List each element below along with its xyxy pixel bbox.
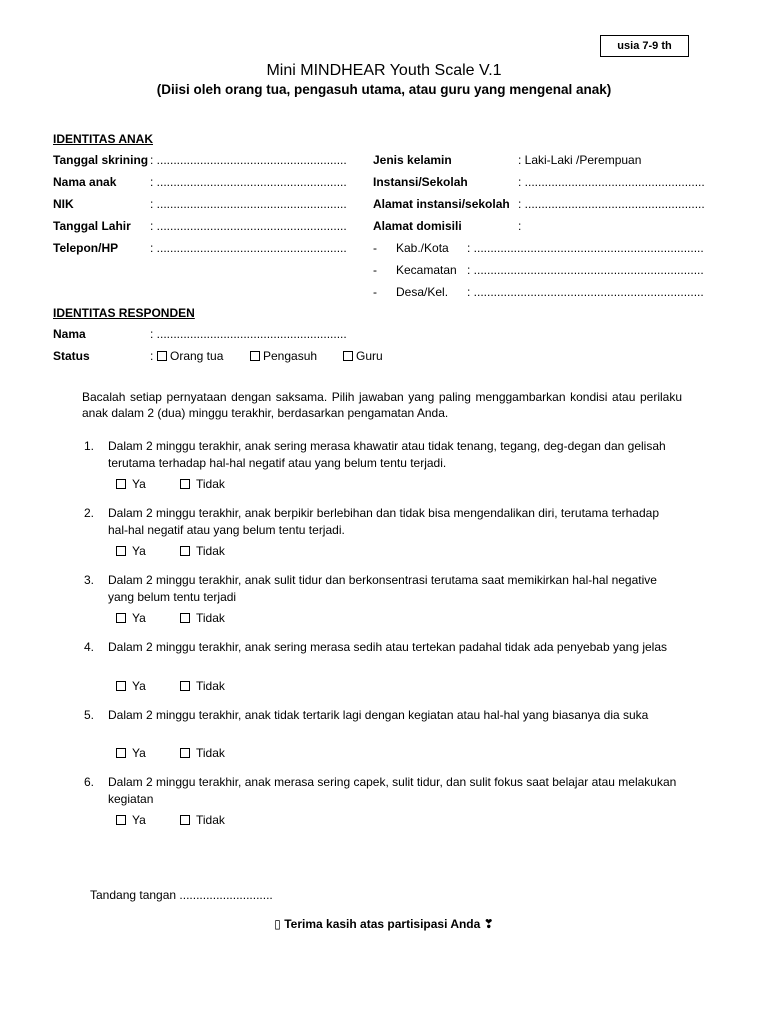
gender-field[interactable]	[373, 153, 718, 169]
option-label: Ya	[132, 611, 146, 625]
field-label: Desa/Kel.	[396, 285, 449, 299]
thank-you-note: ▯ Terima kasih atas partisipasi Anda ❣	[274, 917, 494, 931]
field-label: Kab./Kota	[396, 241, 449, 255]
checkbox-icon[interactable]	[116, 815, 126, 825]
checkbox-icon[interactable]	[116, 479, 126, 489]
answer-options	[116, 544, 316, 558]
answer-no[interactable]	[180, 813, 225, 827]
checkbox-icon[interactable]	[157, 351, 167, 361]
field-value: : ......................................................	[518, 175, 705, 189]
question-number: 2.	[84, 506, 95, 520]
answer-options	[116, 679, 316, 693]
field-colon: :	[150, 349, 154, 363]
field-label: Jenis kelamin	[373, 153, 452, 167]
question-number: 5.	[84, 708, 95, 722]
respondent-name-field[interactable]	[53, 327, 363, 343]
district-field[interactable]	[373, 263, 718, 279]
field-label: Telepon/HP	[53, 241, 119, 255]
checkbox-icon[interactable]	[180, 815, 190, 825]
field-label: Tanggal skrining	[53, 153, 149, 167]
question-number: 1.	[84, 439, 95, 453]
option-label: Tidak	[196, 611, 225, 625]
child-identity-heading: IDENTITAS ANAK	[53, 132, 153, 146]
respondent-identity-heading: IDENTITAS RESPONDEN	[53, 306, 195, 320]
answer-options	[116, 611, 316, 625]
option-label: Ya	[132, 813, 146, 827]
field-value: : .........................................................	[150, 219, 347, 233]
field-label: Alamat instansi/sekolah	[373, 197, 510, 211]
field-value: : .........................................................	[150, 327, 347, 341]
field-label: Alamat domisili	[373, 219, 462, 233]
form-title: Mini MINDHEAR Youth Scale V.1	[266, 62, 502, 79]
option-label: Ya	[132, 679, 146, 693]
answer-options	[116, 813, 316, 827]
answer-no[interactable]	[180, 477, 225, 491]
field-value: : .........................................................	[150, 153, 347, 167]
question-text: Dalam 2 minggu terakhir, anak merasa sering capek, sulit tidur, dan sulit fokus saat belajar atau melakukan kegiatan	[108, 775, 677, 806]
option-label: Tidak	[196, 746, 225, 760]
field-label: Nama	[53, 327, 86, 341]
phone-field[interactable]	[53, 241, 363, 257]
answer-yes[interactable]	[116, 813, 146, 827]
answer-yes[interactable]	[116, 746, 146, 760]
answer-yes[interactable]	[116, 611, 146, 625]
field-value: : .........................................................	[150, 175, 347, 189]
status-option-parent[interactable]	[157, 349, 223, 363]
option-label: Tidak	[196, 679, 225, 693]
checkbox-icon[interactable]	[180, 748, 190, 758]
field-label: Tanggal Lahir	[53, 219, 131, 233]
option-label: Ya	[132, 746, 146, 760]
field-label: Status	[53, 349, 90, 363]
option-label: Orang tua	[170, 349, 224, 363]
checkbox-icon[interactable]	[250, 351, 260, 361]
field-value: : .....................................................................	[467, 263, 704, 277]
question-text: Dalam 2 minggu terakhir, anak tidak tertarik lagi dengan kegiatan atau hal-hal yang biasanya dia suka	[108, 708, 649, 722]
question-text: Dalam 2 minggu terakhir, anak sering merasa khawatir atau tidak tenang, tegang, deg-degan dan gelisah terutama terhadap hal-hal negatif atau yang belum tentu terjadi.	[108, 439, 666, 470]
option-label: Tidak	[196, 813, 225, 827]
field-label: Kecamatan	[396, 263, 457, 277]
answer-options	[116, 746, 316, 760]
answer-no[interactable]	[180, 544, 225, 558]
screening-date-field[interactable]	[53, 153, 363, 169]
list-dash: -	[373, 263, 377, 277]
field-value: : .........................................................	[150, 241, 347, 255]
answer-no[interactable]	[180, 679, 225, 693]
regency-field[interactable]	[373, 241, 718, 257]
school-address-field[interactable]	[373, 197, 718, 213]
option-label: Guru	[356, 349, 383, 363]
village-field[interactable]	[373, 285, 718, 301]
checkbox-icon[interactable]	[180, 546, 190, 556]
checkbox-icon[interactable]	[180, 479, 190, 489]
question-number: 3.	[84, 573, 95, 587]
answer-yes[interactable]	[116, 544, 146, 558]
list-dash: -	[373, 285, 377, 299]
answer-yes[interactable]	[116, 679, 146, 693]
respondent-status-field	[53, 349, 453, 365]
checkbox-icon[interactable]	[116, 748, 126, 758]
question-text: Dalam 2 minggu terakhir, anak berpikir berlebihan dan tidak bisa mengendalikan diri, terutama terhadap hal-hal negatif atau yang belum tentu terjadi.	[108, 506, 659, 537]
checkbox-icon[interactable]	[116, 681, 126, 691]
answer-options	[116, 477, 316, 491]
school-field[interactable]	[373, 175, 718, 191]
checkbox-icon[interactable]	[116, 613, 126, 623]
checkbox-icon[interactable]	[343, 351, 353, 361]
field-label: NIK	[53, 197, 74, 211]
checkbox-icon[interactable]	[116, 546, 126, 556]
option-label: Tidak	[196, 544, 225, 558]
list-dash: -	[373, 241, 377, 255]
option-label: Ya	[132, 477, 146, 491]
checkbox-icon[interactable]	[180, 613, 190, 623]
field-value: : .........................................................	[150, 197, 347, 211]
field-label: Instansi/Sekolah	[373, 175, 468, 189]
instructions-text: Bacalah setiap pernyataan dengan saksama. Pilih jawaban yang paling menggambarkan kondisi atau perilaku anak dalam 2 (dua) minggu terakhir, berdasarkan pengamatan Anda.	[82, 390, 682, 420]
field-value: : ......................................................	[518, 197, 705, 211]
answer-no[interactable]	[180, 746, 225, 760]
option-label: Tidak	[196, 477, 225, 491]
question-text: Dalam 2 minggu terakhir, anak sulit tidur dan berkonsentrasi terutama saat memikirkan hal-hal negative yang belum tentu terjadi	[108, 573, 657, 604]
option-label: Pengasuh	[263, 349, 318, 363]
question-number: 6.	[84, 775, 95, 789]
birth-date-field[interactable]	[53, 219, 363, 235]
question-text: Dalam 2 minggu terakhir, anak sering merasa sedih atau tertekan padahal tidak ada penyebab yang jelas	[108, 640, 668, 654]
question-number: 4.	[84, 640, 95, 654]
answer-no[interactable]	[180, 611, 225, 625]
option-label: Ya	[132, 544, 146, 558]
child-name-field[interactable]	[53, 175, 363, 191]
signature-line[interactable]: Tandang tangan ............................	[90, 888, 273, 902]
status-option-teacher[interactable]	[343, 349, 383, 363]
domicile-address-field	[373, 219, 718, 235]
nik-field[interactable]	[53, 197, 363, 213]
status-option-caregiver[interactable]	[250, 349, 317, 363]
field-value: : .....................................................................	[467, 285, 704, 299]
form-subtitle: (Diisi oleh orang tua, pengasuh utama, atau guru yang mengenal anak)	[156, 82, 612, 97]
field-value: :	[518, 219, 522, 233]
checkbox-icon[interactable]	[180, 681, 190, 691]
field-value: : Laki-Laki /Perempuan	[518, 153, 642, 167]
field-label: Nama anak	[53, 175, 117, 189]
field-value: : .....................................................................	[467, 241, 704, 255]
answer-yes[interactable]	[116, 477, 146, 491]
age-badge: usia 7-9 th	[600, 35, 689, 57]
